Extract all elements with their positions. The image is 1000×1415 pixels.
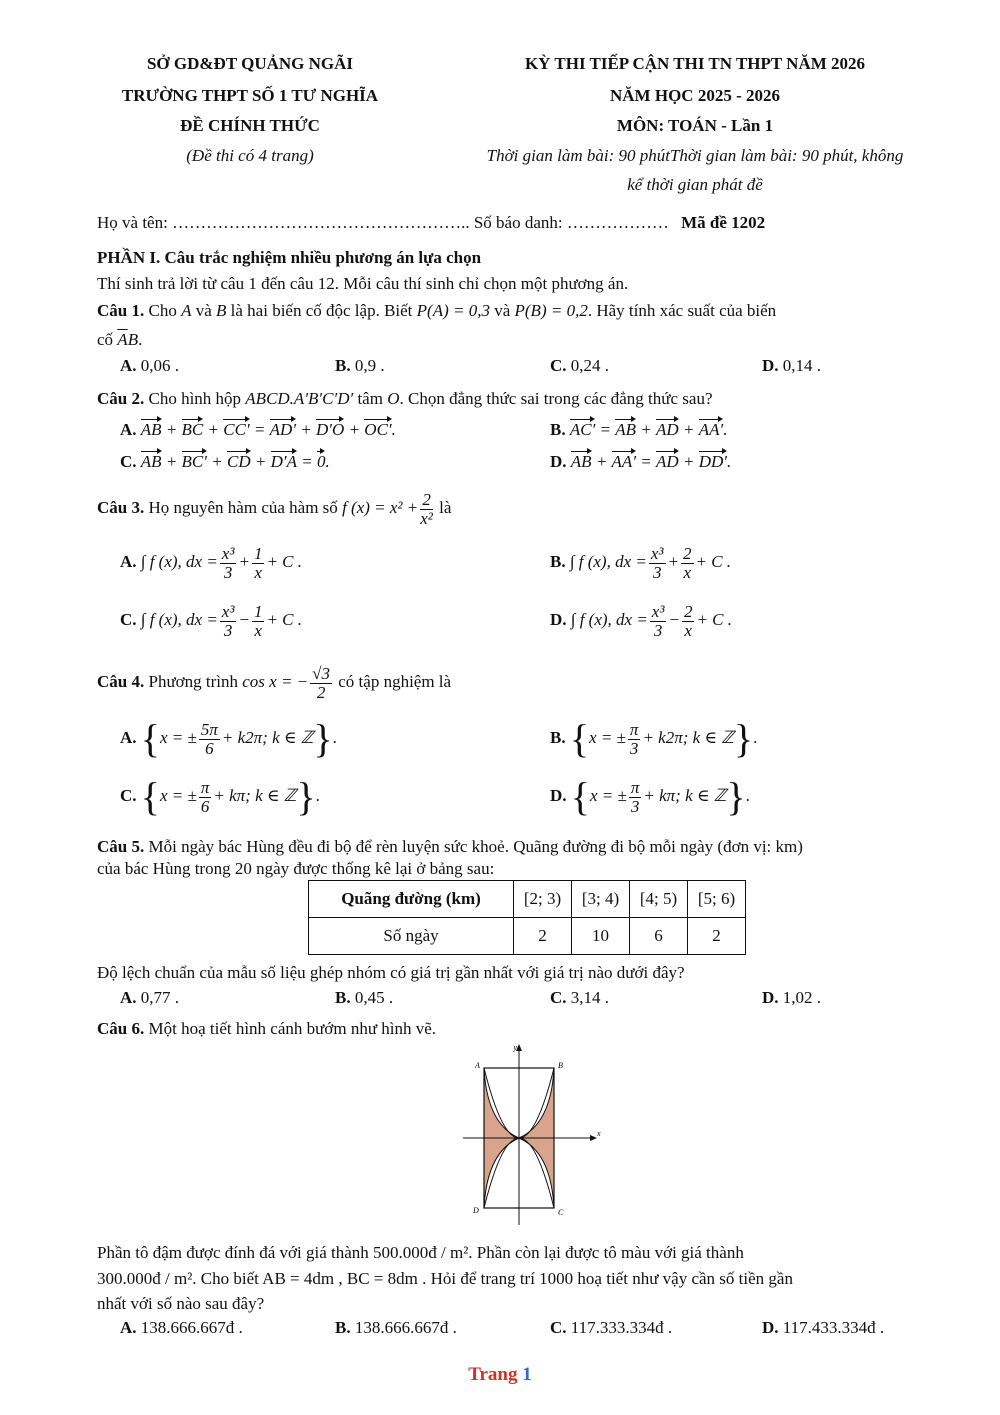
set-prefix: x = ± xyxy=(159,786,197,805)
q6-label: Câu 6. xyxy=(97,1019,145,1038)
denominator: 3 xyxy=(652,562,662,582)
fraction xyxy=(629,779,642,816)
option-text: 117.333.334đ . xyxy=(570,1318,673,1337)
point-d: D xyxy=(473,1206,479,1215)
option-key: C. xyxy=(550,1318,567,1337)
q3-label: Câu 3. xyxy=(97,498,145,517)
operator: + xyxy=(348,420,361,439)
q2-label: Câu 2. xyxy=(97,389,145,408)
candidate-line xyxy=(97,212,952,234)
q3-fraction xyxy=(420,491,433,528)
x-axis-label: x xyxy=(597,1129,601,1138)
fraction xyxy=(650,603,667,640)
q4-option-c[interactable]: C. {x = ± $\frac{\pi}{6}$ + kπ; k ∈ ℤ}. xyxy=(120,774,320,820)
constant: + C . xyxy=(266,552,302,571)
option-text: 1,02 . xyxy=(782,988,822,1007)
denominator: x xyxy=(684,620,692,640)
q2-center: O xyxy=(387,389,400,408)
q6-text-2: 300.000đ / m². Cho biết AB = 4dm , BC = 8dm . Hỏi để trang trí 1000 hoạ tiết như vậy cần số tiền gần xyxy=(97,1269,793,1288)
denominator: x² xyxy=(420,508,433,528)
page-label: Trang xyxy=(468,1364,518,1385)
q1-option-d[interactable] xyxy=(762,356,821,376)
q5-stem-1 xyxy=(97,836,952,858)
operator: − xyxy=(668,610,680,629)
point-a: A xyxy=(475,1061,480,1070)
option-text: 138.666.667đ . xyxy=(140,1318,243,1337)
numerator: 1 xyxy=(253,601,263,621)
numerator: x³ xyxy=(650,543,664,563)
point-b: B xyxy=(558,1061,563,1070)
q1-abar: $\overline{A}$ xyxy=(117,330,128,349)
q6-option-b[interactable] xyxy=(335,1318,457,1338)
time-note-1: Thời gian làm bài: 90 phútThời gian làm bài: 90 phút, không xyxy=(486,146,904,165)
fraction xyxy=(682,603,695,640)
option-key: B. xyxy=(335,1318,351,1337)
table-head: Số ngày xyxy=(309,918,514,955)
dot: . xyxy=(723,420,728,439)
q5-text: Mỗi ngày bác Hùng đều đi bộ để rèn luyện sức khoẻ. Quãng đường đi bộ mỗi ngày (đơn vị: km) xyxy=(148,837,803,856)
integral-lhs: ∫ f (x), dx = xyxy=(140,552,218,571)
fraction xyxy=(220,603,237,640)
part1-instruction: Thí sinh trả lời từ câu 1 đến câu 12. Mỗi câu thí sinh chỉ chọn một phương án. xyxy=(97,274,629,293)
q1-text: và xyxy=(494,301,511,320)
official-label: ĐỀ CHÍNH THỨC xyxy=(180,116,320,135)
q6-option-a[interactable] xyxy=(120,1318,243,1338)
fraction xyxy=(199,721,220,758)
q2-text: Cho hình hộp xyxy=(148,389,242,408)
vector: AD xyxy=(656,420,679,439)
operator: = xyxy=(253,420,266,439)
vector: AC′ xyxy=(569,420,596,439)
q1-pb: P(B) = 0,2 xyxy=(514,301,588,320)
denominator: x xyxy=(683,562,692,582)
q5-option-b[interactable] xyxy=(335,988,393,1008)
candidate-name-label: Họ và tên: …………………………………………….. Số báo danh: ……………… xyxy=(97,213,669,232)
denominator: 2 xyxy=(316,682,326,702)
constant: + C . xyxy=(695,552,732,571)
brace-close-icon: } xyxy=(733,716,754,762)
butterfly-figure xyxy=(455,1040,615,1230)
table-cell: 6 xyxy=(630,918,688,955)
set-prefix: x = ± xyxy=(589,728,626,747)
q2-option-b[interactable] xyxy=(550,420,727,440)
numerator: 2 xyxy=(683,543,692,563)
option-key: B. xyxy=(550,552,566,571)
option-key: C. xyxy=(550,988,567,1007)
brace-open-icon: { xyxy=(569,716,590,762)
option-key: D. xyxy=(762,1318,779,1337)
numerator: x³ xyxy=(221,543,235,563)
operator: + xyxy=(211,452,223,471)
fraction xyxy=(252,545,265,582)
vector: DD′ xyxy=(698,452,727,471)
option-text: 138.666.667đ . xyxy=(354,1318,457,1337)
set-suffix: + k2π; k ∈ ℤ xyxy=(221,728,314,747)
operator: + xyxy=(640,420,652,439)
integral-lhs: ∫ f (x), dx = xyxy=(570,610,648,629)
operator: = xyxy=(640,452,652,471)
table-cell: [5; 6) xyxy=(688,881,746,918)
vector: D′A xyxy=(270,452,297,471)
option-key: C. xyxy=(120,786,137,805)
q1-text: và xyxy=(195,301,212,320)
fraction xyxy=(628,721,641,758)
operator: + xyxy=(238,552,250,571)
dot: . xyxy=(726,452,732,471)
q1-dot: . xyxy=(138,330,143,349)
option-key: A. xyxy=(120,1318,137,1337)
option-text: 117.433.334đ . xyxy=(782,1318,885,1337)
option-key: D. xyxy=(762,356,779,375)
q3-option-d[interactable] xyxy=(550,598,732,642)
option-key: B. xyxy=(335,988,351,1007)
brace-open-icon: { xyxy=(140,774,160,820)
q2-stem xyxy=(97,388,952,410)
operator: + xyxy=(165,420,178,439)
q1-b: B xyxy=(127,330,139,349)
option-key: D. xyxy=(550,452,567,471)
option-key: B. xyxy=(550,728,566,747)
denominator: x xyxy=(254,562,262,582)
option-text: 0,24 . xyxy=(570,356,610,375)
option-key: A. xyxy=(120,356,137,375)
option-key: A. xyxy=(120,988,137,1007)
q2-option-c[interactable] xyxy=(120,452,330,472)
q5-option-a[interactable] xyxy=(120,988,179,1008)
q5-label: Câu 5. xyxy=(97,837,145,856)
set-prefix: x = ± xyxy=(589,786,627,805)
set-suffix: + kπ; k ∈ ℤ xyxy=(643,786,727,805)
denominator: 6 xyxy=(205,738,214,758)
brace-close-icon: } xyxy=(313,716,333,762)
school-dept: SỞ GD&ĐT QUẢNG NGÃI xyxy=(146,54,354,73)
fraction xyxy=(220,545,237,582)
table-cell: [2; 3) xyxy=(514,881,572,918)
q3-option-b[interactable] xyxy=(550,540,731,584)
numerator: π xyxy=(630,777,640,797)
page-footer xyxy=(0,1364,1000,1386)
brace-open-icon: { xyxy=(570,774,590,820)
q1-option-c[interactable] xyxy=(550,356,609,376)
part1-title: PHẦN I. Câu trắc nghiệm nhiều phương án lựa chọn xyxy=(97,248,482,267)
operator: + xyxy=(595,452,608,471)
set-prefix: x = ± xyxy=(159,728,197,747)
q1-stem-2 xyxy=(97,329,952,351)
vector: AB xyxy=(140,452,162,471)
vector: AB xyxy=(570,452,592,471)
option-text: 0,06 . xyxy=(140,356,180,375)
q5-question: Độ lệch chuẩn của mẫu số liệu ghép nhóm có giá trị gần nhất với giá trị nào dưới đây? xyxy=(97,963,685,982)
q6-stem xyxy=(97,1018,952,1040)
option-text: 0,77 . xyxy=(140,988,180,1007)
option-text: 3,14 . xyxy=(570,988,610,1007)
table-row xyxy=(309,918,746,955)
q1-text: là hai biến cố độc lập. Biết xyxy=(230,301,413,320)
time-note-2: kể thời gian phát đề xyxy=(627,175,763,194)
vector: CC′ xyxy=(223,420,250,439)
q6-text-1: Phần tô đậm được đính đá với giá thành 500.000đ / m². Phần còn lại được tô màu với giá thành xyxy=(97,1243,744,1262)
dot: . xyxy=(391,420,396,439)
set-suffix: + kπ; k ∈ ℤ xyxy=(213,786,297,805)
option-key: C. xyxy=(120,610,137,629)
q3-option-a[interactable] xyxy=(120,540,302,584)
vector: OC′ xyxy=(364,420,392,439)
q1-label: Câu 1. xyxy=(97,301,145,320)
dot: . xyxy=(325,452,330,471)
operator: + xyxy=(682,420,695,439)
q1-text: Cho xyxy=(148,301,177,320)
numerator: 5π xyxy=(200,719,218,739)
q1-stem xyxy=(97,300,952,322)
vector: AB xyxy=(140,420,162,439)
option-text: 0,45 . xyxy=(354,988,394,1007)
vector: AD xyxy=(656,452,679,471)
q2-box: ABCD.A′B′C′D′ xyxy=(245,389,354,408)
q4-fraction xyxy=(310,665,332,702)
integral-lhs: ∫ f (x), dx = xyxy=(569,552,647,571)
q2-option-a[interactable] xyxy=(120,420,396,440)
operator: + xyxy=(207,420,220,439)
exam-code: Mã đề 1202 xyxy=(681,213,766,232)
numerator: 2 xyxy=(683,601,693,621)
q6-text-3: nhất với số nào sau đây? xyxy=(97,1294,265,1313)
q1-text: cố xyxy=(97,330,114,349)
vector: AA′ xyxy=(611,452,637,471)
brace-open-icon: { xyxy=(140,716,160,762)
page-count-note: (Đề thi có 4 trang) xyxy=(186,146,314,165)
denominator: 6 xyxy=(200,796,210,816)
option-key: D. xyxy=(550,786,567,805)
q3-text: Họ nguyên hàm của hàm số xyxy=(148,498,338,517)
numerator: x³ xyxy=(221,601,235,621)
table-row xyxy=(309,881,746,918)
numerator: 2 xyxy=(420,491,433,510)
q3-function: f (x) = x² + xyxy=(342,498,419,517)
operator: = xyxy=(301,452,313,471)
table-head: Quãng đường (km) xyxy=(309,881,514,918)
q4-text: Phương trình xyxy=(148,672,238,691)
denominator: 3 xyxy=(653,620,663,640)
q2-option-d[interactable] xyxy=(550,452,731,472)
q2-text: . Chọn đẳng thức sai trong các đẳng thức sau? xyxy=(399,389,713,408)
q4-option-b[interactable]: B. {x = ± $\frac{\pi}{3}$ + k2π; k ∈ ℤ}. xyxy=(550,716,758,762)
q5-option-c[interactable] xyxy=(550,988,609,1008)
operator: = xyxy=(599,420,612,439)
option-key: A. xyxy=(120,552,137,571)
q2-text: tâm xyxy=(357,389,383,408)
q4-label: Câu 4. xyxy=(97,672,145,691)
point-c: C xyxy=(558,1208,564,1217)
table-cell: [3; 4) xyxy=(572,881,630,918)
table-cell: 2 xyxy=(688,918,746,955)
set-suffix: + k2π; k ∈ ℤ xyxy=(642,728,734,747)
vector: CD xyxy=(226,452,251,471)
denominator: 3 xyxy=(223,620,233,640)
vector: BC xyxy=(181,420,204,439)
denominator: 3 xyxy=(223,562,233,582)
integral-lhs: ∫ f (x), dx = xyxy=(140,610,218,629)
constant: + C . xyxy=(696,610,732,629)
option-text: 0,14 . xyxy=(782,356,822,375)
q4-option-a[interactable]: A. {x = ± $\frac{5\pi}{6}$ + k2π; k ∈ ℤ}. xyxy=(120,716,337,762)
vector: AA′ xyxy=(698,420,724,439)
q6-option-c[interactable] xyxy=(550,1318,672,1338)
q4-stem xyxy=(97,660,952,704)
q1-text: . Hãy tính xác suất của biến xyxy=(587,301,777,320)
exam-title: KỲ THI TIẾP CẬN THI TN THPT NĂM 2026 xyxy=(524,54,866,73)
option-key: D. xyxy=(550,610,567,629)
table-cell: 10 xyxy=(572,918,630,955)
q3-stem xyxy=(97,486,952,530)
q6-text: Một hoạ tiết hình cánh bướm như hình vẽ. xyxy=(148,1019,437,1038)
zero-vector: 0 xyxy=(316,452,326,471)
x-axis-arrow-icon xyxy=(590,1135,597,1141)
denominator: x xyxy=(254,620,262,640)
y-axis-label: y xyxy=(513,1043,517,1052)
operator: + xyxy=(667,552,679,571)
fraction xyxy=(252,603,265,640)
constant: + C . xyxy=(266,610,302,629)
fraction xyxy=(681,545,694,582)
q1-var-a: A xyxy=(181,301,192,320)
option-key: C. xyxy=(120,452,137,471)
q4-option-d[interactable]: D. {x = ± $\frac{\pi}{3}$ + kπ; k ∈ ℤ}. xyxy=(550,774,750,820)
q3-text: là xyxy=(439,498,452,517)
vector: D′O xyxy=(316,420,345,439)
numerator: π xyxy=(200,777,210,797)
vector: AD′ xyxy=(269,420,297,439)
numerator: √3 xyxy=(312,663,330,683)
brace-close-icon: } xyxy=(296,774,316,820)
option-key: A. xyxy=(120,728,137,747)
option-key: B. xyxy=(550,420,566,439)
operator: + xyxy=(254,452,267,471)
q1-option-a[interactable] xyxy=(120,356,179,376)
table-cell: [4; 5) xyxy=(630,881,688,918)
q6-option-d[interactable] xyxy=(762,1318,884,1338)
school-year: NĂM HỌC 2025 - 2026 xyxy=(610,86,780,105)
option-key: A. xyxy=(120,420,137,439)
q1-option-b[interactable] xyxy=(335,356,385,376)
numerator: x³ xyxy=(651,601,665,621)
vector: AB xyxy=(615,420,637,439)
option-text: 0,9 . xyxy=(354,356,385,375)
operator: + xyxy=(682,452,695,471)
option-key: D. xyxy=(762,988,779,1007)
table-cell: 2 xyxy=(514,918,572,955)
fraction xyxy=(649,545,666,582)
option-key: C. xyxy=(550,356,567,375)
operator: + xyxy=(300,420,312,439)
numerator: π xyxy=(629,719,639,739)
q4-equation: cos x = − xyxy=(242,672,309,691)
fraction xyxy=(199,779,212,816)
vector: BC′ xyxy=(181,452,207,471)
numerator: 1 xyxy=(253,543,263,563)
brace-close-icon: } xyxy=(726,774,746,820)
q4-text: có tập nghiệm là xyxy=(338,672,452,691)
school-name: TRƯỜNG THPT SỐ 1 TƯ NGHĨA xyxy=(121,86,379,105)
subject: MÔN: TOÁN - Lần 1 xyxy=(616,116,774,135)
q5-option-d[interactable] xyxy=(762,988,821,1008)
operator: + xyxy=(165,452,178,471)
q3-option-c[interactable] xyxy=(120,598,302,642)
denominator: 3 xyxy=(629,738,639,758)
q1-var-b: B xyxy=(216,301,227,320)
option-key: B. xyxy=(335,356,351,375)
q5-data-table xyxy=(308,880,746,955)
operator: − xyxy=(238,610,250,629)
denominator: 3 xyxy=(630,796,640,816)
page-number: 1 xyxy=(522,1364,532,1385)
q1-pa: P(A) = 0,3 xyxy=(416,301,490,320)
q5-stem-2: của bác Hùng trong 20 ngày được thống kê lại ở bảng sau: xyxy=(97,859,495,878)
